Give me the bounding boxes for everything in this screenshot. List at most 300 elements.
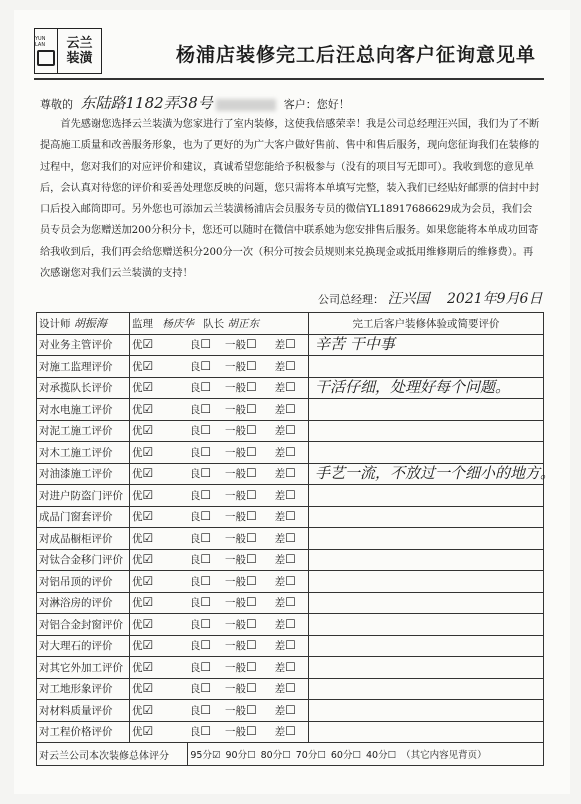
rating-option[interactable]: [130, 592, 188, 614]
rating-option[interactable]: [273, 657, 309, 679]
comment-text: 辛苦 干中事: [315, 334, 395, 353]
rating-option[interactable]: [223, 463, 273, 485]
checkbox-icon[interactable]: ☐: [200, 487, 212, 502]
comment-cell[interactable]: [309, 700, 544, 722]
comment-cell[interactable]: [309, 506, 544, 528]
table-row: [37, 635, 544, 657]
option-label: 一般: [224, 339, 246, 352]
option-label: 差: [274, 554, 286, 567]
rating-option[interactable]: [223, 614, 273, 636]
checkbox-icon[interactable]: ☐: [200, 358, 212, 373]
checked-box-icon[interactable]: ☑: [142, 595, 154, 610]
checkbox-icon[interactable]: ☐: [245, 616, 257, 631]
option-label: 优: [132, 425, 143, 438]
score-option[interactable]: [331, 750, 361, 761]
rating-option[interactable]: [223, 635, 273, 657]
option-label: 良: [189, 382, 201, 395]
rating-option[interactable]: [188, 442, 223, 464]
overall-label: 对云兰公司本次装修总体评分: [37, 743, 188, 766]
rating-option[interactable]: [223, 571, 273, 593]
rating-option[interactable]: [223, 678, 273, 700]
option-label: 优: [132, 704, 143, 717]
footer-note: （其它内容见背页）: [401, 750, 487, 761]
company-logo: [34, 28, 102, 74]
checkbox-icon[interactable]: ☐: [387, 750, 397, 761]
checkbox-icon[interactable]: ☐: [245, 552, 257, 567]
rating-option[interactable]: [188, 635, 223, 657]
checkbox-icon[interactable]: ☐: [285, 681, 296, 696]
row-label: 对其它外加工评价: [37, 657, 130, 679]
rating-option[interactable]: [188, 571, 223, 593]
checkbox-icon[interactable]: ☐: [285, 337, 296, 352]
rating-option[interactable]: [273, 721, 309, 743]
rating-option[interactable]: [188, 721, 223, 743]
option-label: 良: [189, 661, 201, 674]
checkbox-icon[interactable]: ☐: [285, 487, 296, 502]
row-label: 对材料质量评价: [37, 700, 130, 722]
option-label: 良: [189, 511, 201, 524]
checkbox-icon[interactable]: ☐: [200, 702, 212, 717]
score-label: 70分: [295, 750, 318, 761]
rating-option[interactable]: [223, 700, 273, 722]
checkbox-icon[interactable]: ☐: [200, 530, 212, 545]
option-label: 差: [274, 575, 286, 588]
checked-box-icon[interactable]: ☑: [142, 616, 154, 631]
checkbox-icon[interactable]: ☐: [245, 444, 257, 459]
option-label: 优: [132, 640, 143, 653]
redacted-block: [216, 99, 276, 111]
checkbox-icon[interactable]: ☐: [317, 750, 326, 761]
checked-box-icon[interactable]: ☑: [142, 702, 154, 717]
table-row: [37, 399, 544, 421]
comment-cell[interactable]: [309, 657, 544, 679]
comment-cell[interactable]: [309, 635, 544, 657]
comment-cell[interactable]: [309, 463, 556, 485]
option-label: 良: [189, 704, 201, 717]
comment-cell[interactable]: [309, 592, 544, 614]
rating-option[interactable]: [130, 700, 188, 722]
checkbox-icon[interactable]: ☐: [245, 487, 257, 502]
checkbox-icon[interactable]: ☐: [200, 509, 212, 524]
rating-option[interactable]: [130, 614, 188, 636]
checkbox-icon[interactable]: ☐: [245, 509, 257, 524]
designer-name: 胡振海: [73, 317, 107, 331]
score-option[interactable]: [261, 750, 291, 761]
comment-cell[interactable]: [309, 356, 544, 378]
checkbox-icon[interactable]: ☐: [285, 573, 296, 588]
checkbox-icon[interactable]: ☐: [245, 702, 257, 717]
comment-cell[interactable]: [309, 528, 544, 550]
checkbox-icon[interactable]: ☐: [285, 380, 296, 395]
rating-option[interactable]: [273, 614, 309, 636]
rating-option[interactable]: [130, 678, 188, 700]
rating-option[interactable]: [273, 678, 309, 700]
row-label: 对进户防盗门评价: [37, 485, 130, 507]
customer-address: 东陆路1182弄38号: [80, 94, 213, 112]
checked-box-icon[interactable]: ☑: [142, 638, 154, 653]
checkbox-icon[interactable]: ☐: [285, 724, 296, 739]
table-row: [37, 377, 544, 399]
rating-option[interactable]: [188, 528, 223, 550]
rating-option[interactable]: [273, 528, 309, 550]
option-label: 差: [274, 597, 286, 610]
checkbox-icon[interactable]: ☐: [285, 702, 296, 717]
rating-option[interactable]: [188, 356, 223, 378]
comment-cell[interactable]: [309, 571, 544, 593]
comment-cell[interactable]: [309, 334, 544, 356]
option-label: 良: [189, 575, 201, 588]
checked-box-icon[interactable]: ☑: [142, 444, 154, 459]
option-label: 一般: [224, 382, 246, 395]
rating-option[interactable]: [223, 356, 273, 378]
comment-cell[interactable]: [309, 485, 544, 507]
supervisor-label: 监理: [132, 317, 153, 330]
option-label: 优: [132, 511, 143, 524]
score-options[interactable]: [188, 743, 544, 766]
option-label: 优: [132, 360, 143, 373]
rating-option[interactable]: [130, 657, 188, 679]
rating-option[interactable]: [223, 549, 273, 571]
option-label: 差: [274, 511, 286, 524]
checkbox-icon[interactable]: ☐: [200, 595, 212, 610]
row-label: 对铝合金封窗评价: [37, 614, 130, 636]
greeting-prefix: 尊敬的: [40, 98, 73, 111]
captain-name: 胡正东: [227, 317, 260, 330]
rating-option[interactable]: [223, 420, 273, 442]
score-option[interactable]: [190, 750, 220, 761]
option-label: 良: [189, 446, 201, 459]
comment-cell[interactable]: [309, 399, 544, 421]
checkbox-icon[interactable]: ☐: [245, 466, 257, 481]
option-label: 优: [132, 683, 143, 696]
page-title: 杨浦店装修完工后汪总向客户征询意见单: [176, 44, 537, 66]
option-label: 一般: [224, 468, 246, 481]
logo-line1: 云兰: [66, 36, 93, 51]
option-label: 一般: [224, 683, 246, 696]
option-label: 优: [132, 575, 143, 588]
table-row: [37, 442, 544, 464]
checked-box-icon[interactable]: ☑: [211, 750, 221, 761]
table-row: [37, 678, 544, 700]
option-label: 一般: [224, 403, 246, 416]
score-option[interactable]: [296, 750, 326, 761]
table-header-row: [37, 313, 544, 335]
rating-option[interactable]: [273, 592, 309, 614]
checked-box-icon[interactable]: ☑: [142, 401, 154, 416]
checkbox-icon[interactable]: ☐: [200, 659, 212, 674]
rating-option[interactable]: [130, 635, 188, 657]
table-row: [37, 657, 544, 679]
checkbox-icon[interactable]: ☐: [200, 616, 212, 631]
row-label: 对泥工施工评价: [37, 420, 130, 442]
option-label: 良: [189, 489, 201, 502]
designer-label: 设计师: [39, 318, 71, 331]
rating-option[interactable]: [188, 700, 223, 722]
checkbox-icon[interactable]: ☐: [245, 401, 257, 416]
checkbox-icon[interactable]: ☐: [285, 638, 296, 653]
option-label: 良: [189, 425, 201, 438]
signature-line: [318, 288, 542, 308]
comment-text: 手艺一流，不放过一个细小的地方。: [315, 463, 556, 482]
checkbox-icon[interactable]: ☐: [245, 358, 257, 373]
rating-option[interactable]: [130, 356, 188, 378]
option-label: 良: [189, 640, 201, 653]
rating-option[interactable]: [223, 528, 273, 550]
rating-option[interactable]: [273, 506, 309, 528]
row-label: 对业务主管评价: [37, 334, 130, 356]
checkbox-icon[interactable]: ☐: [200, 573, 212, 588]
score-option[interactable]: [225, 750, 255, 761]
checkbox-icon[interactable]: ☐: [200, 401, 212, 416]
checkbox-icon[interactable]: ☐: [200, 444, 212, 459]
row-label: 对大理石的评价: [37, 635, 130, 657]
checkbox-icon[interactable]: ☐: [200, 638, 212, 653]
rating-option[interactable]: [188, 334, 223, 356]
comment-cell[interactable]: [309, 614, 544, 636]
checkbox-icon[interactable]: ☐: [247, 750, 256, 761]
option-label: 良: [189, 683, 201, 696]
option-label: 一般: [224, 575, 246, 588]
rating-option[interactable]: [130, 334, 188, 356]
rating-option[interactable]: [130, 420, 188, 442]
option-label: 一般: [224, 704, 246, 717]
table-row: [37, 700, 544, 722]
checked-box-icon[interactable]: ☑: [142, 358, 154, 373]
option-label: 差: [274, 618, 286, 631]
checkbox-icon[interactable]: ☐: [285, 509, 296, 524]
signature-date: 2021年9月6日: [447, 291, 543, 307]
rating-option[interactable]: [273, 377, 309, 399]
greeting-line: [40, 92, 540, 113]
rating-option[interactable]: [130, 506, 188, 528]
rating-option[interactable]: [273, 442, 309, 464]
checkbox-icon[interactable]: ☐: [245, 681, 257, 696]
checkbox-icon[interactable]: ☐: [285, 552, 296, 567]
checkbox-icon[interactable]: ☐: [245, 659, 257, 674]
option-label: 一般: [224, 597, 246, 610]
checkbox-icon[interactable]: ☐: [245, 595, 257, 610]
option-label: 差: [274, 360, 286, 373]
rating-option[interactable]: [273, 700, 309, 722]
logo-glyph-icon: [37, 50, 55, 66]
rating-option[interactable]: [273, 356, 309, 378]
rating-option[interactable]: [223, 442, 273, 464]
rating-option[interactable]: [188, 463, 223, 485]
rating-option[interactable]: [223, 506, 273, 528]
header-designer: [37, 313, 130, 335]
checked-box-icon[interactable]: ☑: [142, 487, 154, 502]
rating-option[interactable]: [273, 635, 309, 657]
rating-option[interactable]: [273, 549, 309, 571]
rating-option[interactable]: [130, 463, 188, 485]
row-label: 对工程价格评价: [37, 721, 130, 743]
checked-box-icon[interactable]: ☑: [142, 659, 154, 674]
checkbox-icon[interactable]: ☐: [245, 573, 257, 588]
checkbox-icon[interactable]: ☐: [245, 337, 257, 352]
checkbox-icon[interactable]: ☐: [285, 595, 296, 610]
option-label: 一般: [224, 726, 246, 739]
rating-option[interactable]: [188, 506, 223, 528]
option-label: 差: [274, 661, 286, 674]
table-row: [37, 528, 544, 550]
option-label: 优: [132, 382, 143, 395]
comment-header: 完工后客户装修体验或简要评价: [309, 313, 544, 335]
checkbox-icon[interactable]: ☐: [200, 552, 212, 567]
checkbox-icon[interactable]: ☐: [245, 638, 257, 653]
checkbox-icon[interactable]: ☐: [285, 444, 296, 459]
option-label: 一般: [224, 661, 246, 674]
rating-option[interactable]: [130, 721, 188, 743]
option-label: 差: [274, 704, 286, 717]
rating-option[interactable]: [273, 571, 309, 593]
checkbox-icon[interactable]: ☐: [352, 750, 361, 761]
option-label: 差: [274, 489, 286, 502]
checkbox-icon[interactable]: ☐: [200, 380, 212, 395]
rating-option[interactable]: [223, 592, 273, 614]
rating-option[interactable]: [188, 592, 223, 614]
comment-cell[interactable]: [309, 377, 544, 399]
option-label: 良: [189, 618, 201, 631]
table-row: [37, 356, 544, 378]
score-label: 40分: [365, 750, 388, 761]
rating-option[interactable]: [130, 485, 188, 507]
rating-option[interactable]: [130, 571, 188, 593]
rating-option[interactable]: [130, 528, 188, 550]
table-row: [37, 592, 544, 614]
row-label: 对成品橱柜评价: [37, 528, 130, 550]
checked-box-icon[interactable]: ☑: [142, 337, 154, 352]
logo-mark-text: YUN LAN: [35, 36, 46, 48]
option-label: 良: [189, 403, 201, 416]
option-label: 一般: [224, 425, 246, 438]
option-label: 优: [132, 339, 143, 352]
table-row: [37, 334, 544, 356]
table-row: [37, 571, 544, 593]
score-label: 60分: [330, 750, 353, 761]
rating-option[interactable]: [188, 657, 223, 679]
rating-option[interactable]: [273, 399, 309, 421]
option-label: 差: [274, 339, 286, 352]
rating-option[interactable]: [188, 377, 223, 399]
option-label: 优: [132, 468, 143, 481]
checked-box-icon[interactable]: ☑: [142, 530, 154, 545]
checkbox-icon[interactable]: ☐: [282, 750, 291, 761]
rating-option[interactable]: [188, 399, 223, 421]
option-label: 差: [274, 726, 286, 739]
checkbox-icon[interactable]: ☐: [245, 423, 257, 438]
checkbox-icon[interactable]: ☐: [245, 530, 257, 545]
row-label: 对施工监理评价: [37, 356, 130, 378]
rating-option[interactable]: [130, 377, 188, 399]
rating-option[interactable]: [130, 399, 188, 421]
comment-cell[interactable]: [309, 678, 544, 700]
rating-option[interactable]: [223, 377, 273, 399]
checked-box-icon[interactable]: ☑: [142, 681, 154, 696]
checkbox-icon[interactable]: ☐: [200, 423, 212, 438]
checkbox-icon[interactable]: ☐: [200, 681, 212, 696]
option-label: 一般: [224, 618, 246, 631]
greeting-suffix: 客户：您好！: [283, 98, 350, 111]
rating-option[interactable]: [273, 420, 309, 442]
option-label: 良: [189, 726, 201, 739]
checkbox-icon[interactable]: ☐: [285, 423, 296, 438]
comment-cell[interactable]: [309, 549, 544, 571]
checkbox-icon[interactable]: ☐: [285, 358, 296, 373]
rating-option[interactable]: [223, 657, 273, 679]
option-label: 良: [189, 339, 201, 352]
checked-box-icon[interactable]: ☑: [142, 552, 154, 567]
row-label: 对水电施工评价: [37, 399, 130, 421]
option-label: 一般: [224, 554, 246, 567]
option-label: 良: [189, 597, 201, 610]
rating-option[interactable]: [223, 334, 273, 356]
rating-option[interactable]: [188, 614, 223, 636]
rating-option[interactable]: [273, 463, 309, 485]
option-label: 差: [274, 532, 286, 545]
evaluation-table: [36, 312, 556, 766]
checked-box-icon[interactable]: ☑: [142, 380, 154, 395]
rating-option[interactable]: [130, 442, 188, 464]
checkbox-icon[interactable]: ☐: [200, 466, 212, 481]
checked-box-icon[interactable]: ☑: [142, 573, 154, 588]
row-label: 对淋浴房的评价: [37, 592, 130, 614]
logo-line2: 装潢: [66, 51, 93, 66]
rating-option[interactable]: [223, 399, 273, 421]
checkbox-icon[interactable]: ☐: [285, 530, 296, 545]
rating-option[interactable]: [188, 678, 223, 700]
option-label: 一般: [224, 640, 246, 653]
option-label: 良: [189, 360, 201, 373]
rating-option[interactable]: [273, 334, 309, 356]
rating-option[interactable]: [223, 485, 273, 507]
comment-cell[interactable]: [309, 442, 544, 464]
checked-box-icon[interactable]: ☑: [142, 724, 154, 739]
option-label: 差: [274, 403, 286, 416]
checked-box-icon[interactable]: ☑: [142, 423, 154, 438]
comment-cell[interactable]: [309, 420, 544, 442]
table-row: [37, 721, 544, 743]
checked-box-icon[interactable]: ☑: [142, 509, 154, 524]
checked-box-icon[interactable]: ☑: [142, 466, 154, 481]
checkbox-icon[interactable]: ☐: [200, 724, 212, 739]
row-label: 成品门窗套评价: [37, 506, 130, 528]
logo-mark: [35, 29, 58, 73]
rating-option[interactable]: [188, 485, 223, 507]
rating-option[interactable]: [130, 549, 188, 571]
score-option[interactable]: [366, 750, 396, 761]
checkbox-icon[interactable]: ☐: [285, 616, 296, 631]
signature-label: 公司总经理：: [318, 293, 384, 306]
checkbox-icon[interactable]: ☐: [245, 380, 257, 395]
option-label: 差: [274, 425, 286, 438]
row-label: 对木工施工评价: [37, 442, 130, 464]
row-label: 对工地形象评价: [37, 678, 130, 700]
option-label: 一般: [224, 511, 246, 524]
option-label: 差: [274, 468, 286, 481]
rating-option[interactable]: [223, 721, 273, 743]
checkbox-icon[interactable]: ☐: [285, 466, 296, 481]
rating-option[interactable]: [273, 485, 309, 507]
comment-cell[interactable]: [309, 721, 544, 743]
table-row: [37, 506, 544, 528]
checkbox-icon[interactable]: ☐: [285, 659, 296, 674]
checkbox-icon[interactable]: ☐: [200, 337, 212, 352]
comment-text: 干活仔细，处理好每个问题。: [315, 377, 511, 396]
checkbox-icon[interactable]: ☐: [245, 724, 257, 739]
checkbox-icon[interactable]: ☐: [285, 401, 296, 416]
rating-option[interactable]: [188, 420, 223, 442]
rating-option[interactable]: [188, 549, 223, 571]
